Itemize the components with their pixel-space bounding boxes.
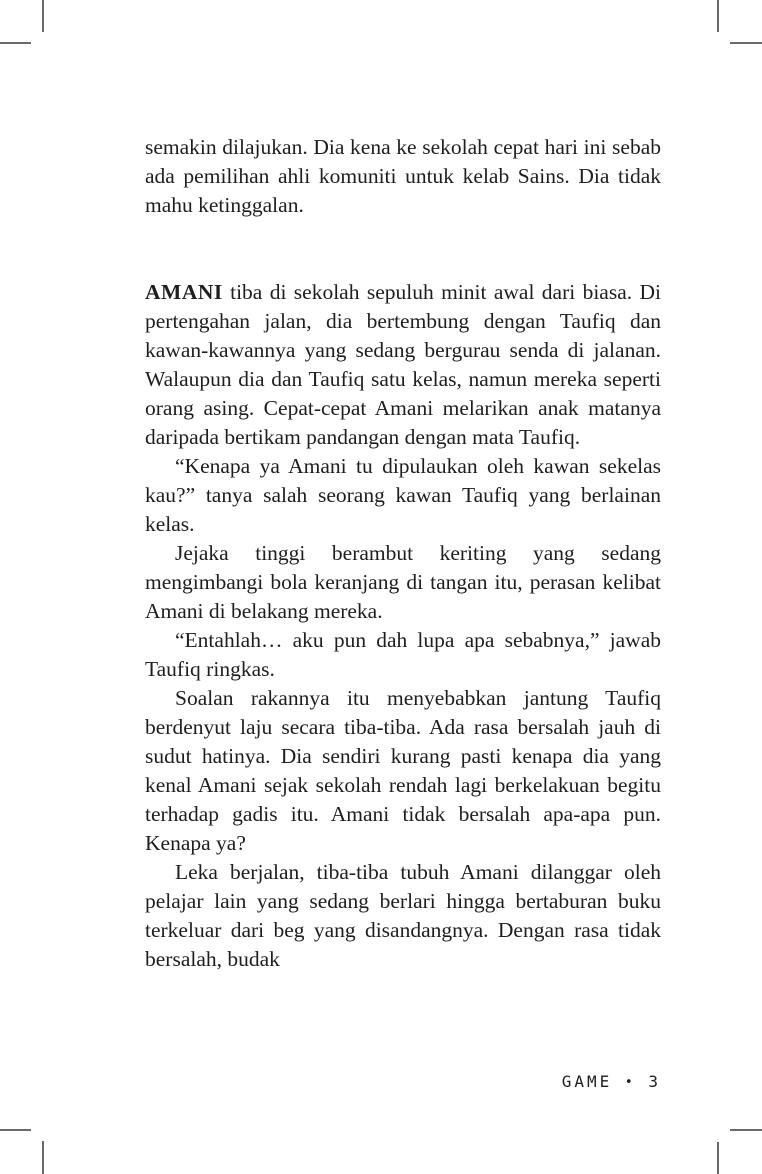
crop-mark-top-left-vertical (42, 0, 44, 32)
page-text-block (145, 133, 661, 974)
body-paragraph: Soalan rakannya itu menyebabkan jantung Taufiq berdenyut laju secara tiba-tiba. Ada rasa bersalah jauh di sudut hatinya. Dia sendiri kurang pasti kenapa dia yang kenal Amani sejak sekolah rendah lagi berkelakuan begitu terhadap gadis itu. Amani tidak bersalah apa-apa pun. Kenapa ya? (145, 686, 661, 855)
body-paragraph-dialogue: “Kenapa ya Amani tu dipulaukan oleh kawan sekelas kau?” tanya salah seorang kawan Taufiq yang berlainan kelas. (145, 454, 661, 536)
section-opening-text: tiba di sekolah sepuluh minit awal dari biasa. Di pertengahan jalan, dia bertembung dengan Taufiq dan kawan-kawannya yang sedang bergurau senda di jalanan. Walaupun dia dan Taufiq satu kelas, namun mereka seperti orang asing. Cepat-cepat Amani melarikan anak matanya daripada bertikam pandangan dengan mata Taufiq. (145, 280, 661, 449)
crop-mark-bottom-left-vertical (42, 1141, 44, 1174)
crop-mark-bottom-left-horizontal (0, 1129, 31, 1131)
footer-book-title: GAME (561, 1072, 613, 1091)
body-paragraph: Leka berjalan, tiba-tiba tubuh Amani dilanggar oleh pelajar lain yang sedang berlari hingga bertaburan buku terkeluar dari beg yang disandangnya. Dengan rasa tidak bersalah, budak (145, 860, 661, 971)
crop-mark-bottom-right-vertical (717, 1142, 719, 1174)
crop-mark-top-right-horizontal (730, 42, 762, 44)
body-paragraph-section-opening (145, 278, 661, 452)
footer-page-number: 3 (648, 1072, 661, 1091)
body-paragraph: Jejaka tinggi berambut keriting yang sedang mengimbangi bola keranjang di tangan itu, perasan kelibat Amani di belakang mereka. (145, 541, 661, 623)
footer-bullet-separator: • (624, 1075, 636, 1090)
crop-mark-bottom-right-horizontal (730, 1129, 762, 1131)
body-paragraph-continuation: semakin dilajukan. Dia kena ke sekolah cepat hari ini sebab ada pemilihan ahli komuniti untuk kelab Sains. Dia tidak mahu ketinggalan. (145, 135, 661, 217)
crop-mark-top-left-horizontal (0, 42, 31, 44)
section-lead-word: AMANI (145, 280, 223, 304)
body-paragraph-dialogue: “Entahlah… aku pun dah lupa apa sebabnya,” jawab Taufiq ringkas. (145, 628, 661, 681)
crop-mark-top-right-vertical (717, 0, 719, 32)
page-footer (145, 1072, 661, 1091)
